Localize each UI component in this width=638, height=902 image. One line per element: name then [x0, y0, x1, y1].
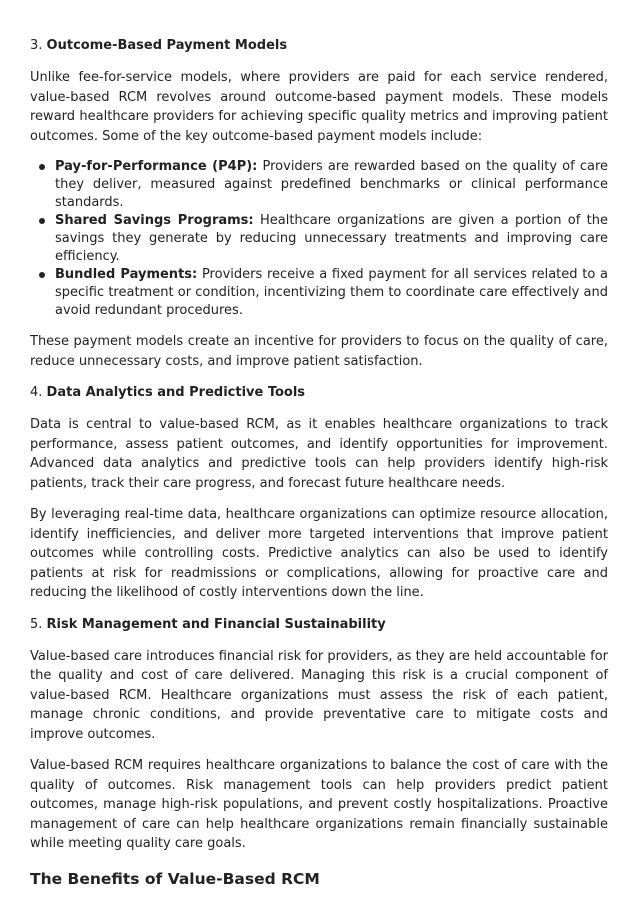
- benefits-heading: The Benefits of Value-Based RCM: [30, 869, 320, 888]
- payment-models-list: [30, 158, 608, 320]
- section-5-heading: [30, 615, 608, 635]
- section-3-outro: These payment models create an incentive for providers to focus on the quality of care, reduce unnecessary costs, and improve patient satisfaction.: [30, 334, 608, 369]
- list-item-bundled-payments: [55, 266, 608, 320]
- section-5-paragraph-1: Value-based care introduces financial risk for providers, as they are held accountable for the quality and cost of care delivered. Managing this risk is a crucial component of value-based RCM. Healthcare organizations must assess the risk of each patient, manage chronic conditions, and provide preventative care to mitigate costs and improve outcomes.: [30, 648, 608, 742]
- section-4-paragraph-1: Data is central to value-based RCM, as it enables healthcare organizations to track performance, assess patient outcomes, and identify opportunities for improvement. Advanced data analytics and predictive tools can help providers identify high-risk patients, track their care progress, and forecast future healthcare needs.: [30, 417, 608, 491]
- section-3-intro: Unlike fee-for-service models, where providers are paid for each service rendered, value-based RCM revolves around outcome-based payment models. These models reward healthcare providers for achieving specific quality metrics and improving patient outcomes. Some of the key outcome-based payment models include:: [30, 70, 608, 144]
- list-item-text: Providers receive a fixed payment for all services related to a specific treatment or condition, incentivizing them to coordinate care effectively and avoid redundant procedures.: [55, 267, 608, 318]
- list-item-term: Shared Savings Programs:: [55, 213, 254, 228]
- list-item-shared-savings: [55, 212, 608, 266]
- section-4-heading: [30, 383, 608, 403]
- section-4-number: 4.: [30, 385, 47, 400]
- list-item-term: Bundled Payments:: [55, 267, 198, 282]
- list-item-term: Pay-for-Performance (P4P):: [55, 159, 258, 174]
- section-4-title: Data Analytics and Predictive Tools: [46, 385, 306, 400]
- section-5-title: Risk Management and Financial Sustainability: [46, 616, 386, 632]
- list-item-text: Providers are rewarded based on the quality of care they deliver, measured against predefined benchmarks or clinical performance standards.: [55, 159, 609, 210]
- section-4-paragraph-2: By leveraging real-time data, healthcare organizations can optimize resource allocation, identify inefficiencies, and deliver more targeted interventions that improve patient outcomes while controlling costs. Predictive analytics can also be used to identify patients at risk for readmissions or complications, allowing for proactive care and reducing the likelihood of costly interventions down the line.: [30, 507, 608, 600]
- list-item-text: Healthcare organizations are given a portion of the savings they generate by reducing unnecessary treatments and improving care efficiency.: [55, 213, 608, 264]
- list-item-p4p: [55, 158, 608, 212]
- bullet-icon: [39, 164, 45, 170]
- bullet-icon: [39, 218, 45, 224]
- section-3-title: Outcome-Based Payment Models: [46, 38, 288, 53]
- section-3-number: 3.: [30, 38, 47, 53]
- section-5-paragraph-2: Value-based RCM requires healthcare organizations to balance the cost of care with the quality of outcomes. Risk management tools can help providers predict patient outcomes, manage high-risk populations, and prevent costly hospitalizations. Proactive management of care can help healthcare organizations remain financially sustainable while meeting quality care goals.: [30, 758, 608, 851]
- bullet-icon: [39, 272, 45, 278]
- section-3-heading: [30, 36, 608, 56]
- section-5-number: 5.: [30, 616, 47, 632]
